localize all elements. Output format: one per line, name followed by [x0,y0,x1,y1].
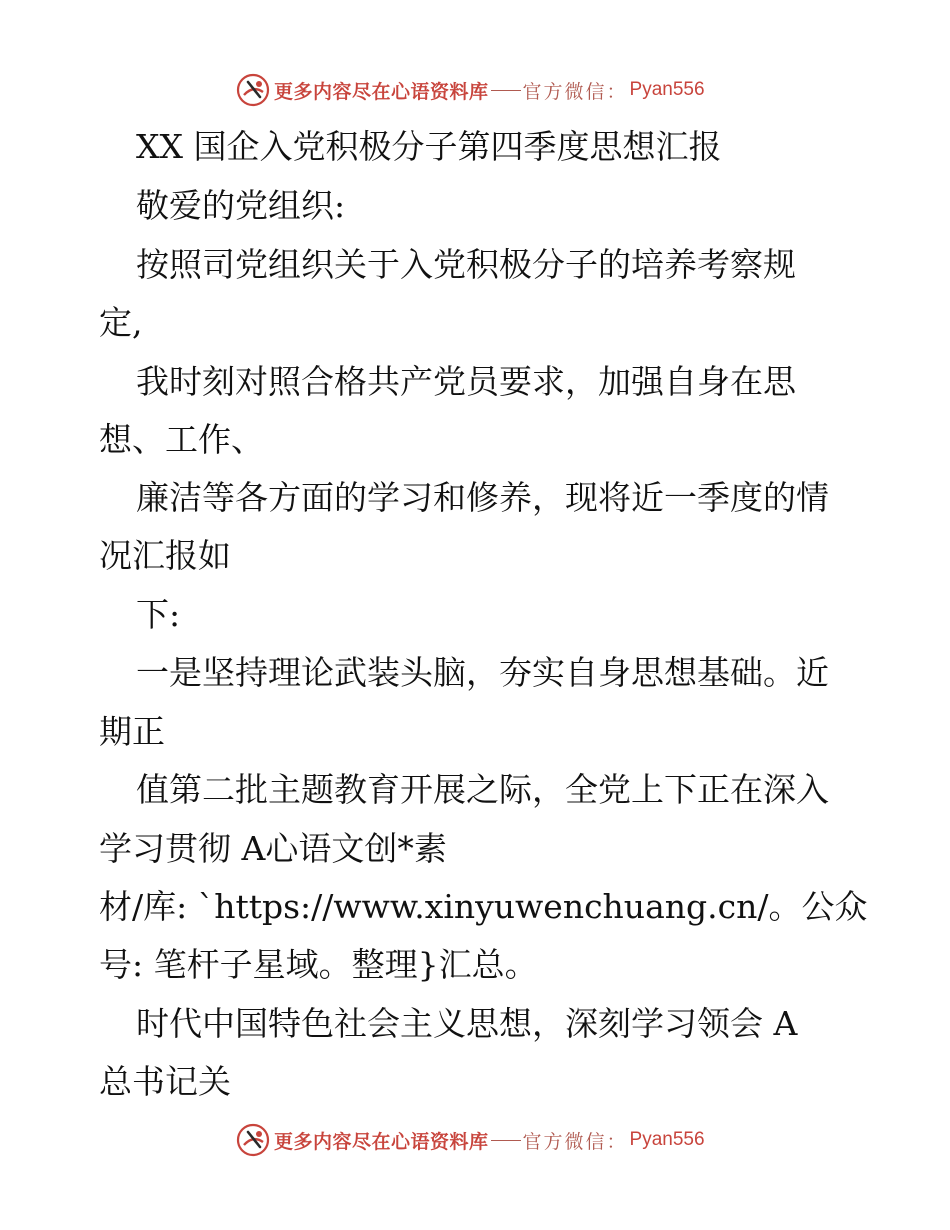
paragraph-line: 值第二批主题教育开展之际，全党上下正在深入 [136,770,829,809]
paragraph-line: 学习贯彻 A心语文创*素 [99,829,447,868]
watermark-separator [491,90,521,91]
header-watermark [236,72,705,108]
paragraph-line: 总书记关 [99,1062,231,1101]
watermark-handle: Pyan556 [629,79,705,100]
watermark-label: 官方微信： [522,1130,628,1153]
book-pen-logo-icon [236,73,270,107]
paragraph-line: 号: 笔杆子星域。整理}汇总。 [99,945,538,984]
paragraph-line: 下: [136,595,181,634]
footer-watermark [236,1122,705,1158]
document-title: XX 国企入党积极分子第四季度思想汇报 [136,127,722,166]
paragraph-line: 按照司党组织关于入党积极分子的培养考察规 [136,245,796,284]
watermark-brand: 更多内容尽在心语资料库 [274,80,489,103]
paragraph-line: 时代中国特色社会主义思想，深刻学习领会 A [136,1004,798,1043]
paragraph-line: 材/库: `https://www.xinyuwenchuang.cn/。公众 [99,887,868,926]
watermark-separator [491,1140,521,1141]
paragraph-line: 廉洁等各方面的学习和修养，现将近一季度的情 [136,478,829,517]
paragraph-line: 定, [99,303,143,342]
paragraph-line: 我时刻对照合格共产党员要求，加强自身在思 [136,362,796,401]
paragraph-line: 想、工作、 [99,420,264,459]
paragraph-line: 况汇报如 [99,536,231,575]
watermark-label: 官方微信： [522,80,628,103]
paragraph-line: 一是坚持理论武装头脑，夯实自身思想基础。近 [136,653,829,692]
salutation: 敬爱的党组织: [136,186,346,225]
watermark-brand: 更多内容尽在心语资料库 [274,1130,489,1153]
book-pen-logo-icon [236,1123,270,1157]
paragraph-line: 期正 [99,712,165,751]
watermark-handle: Pyan556 [629,1129,705,1150]
